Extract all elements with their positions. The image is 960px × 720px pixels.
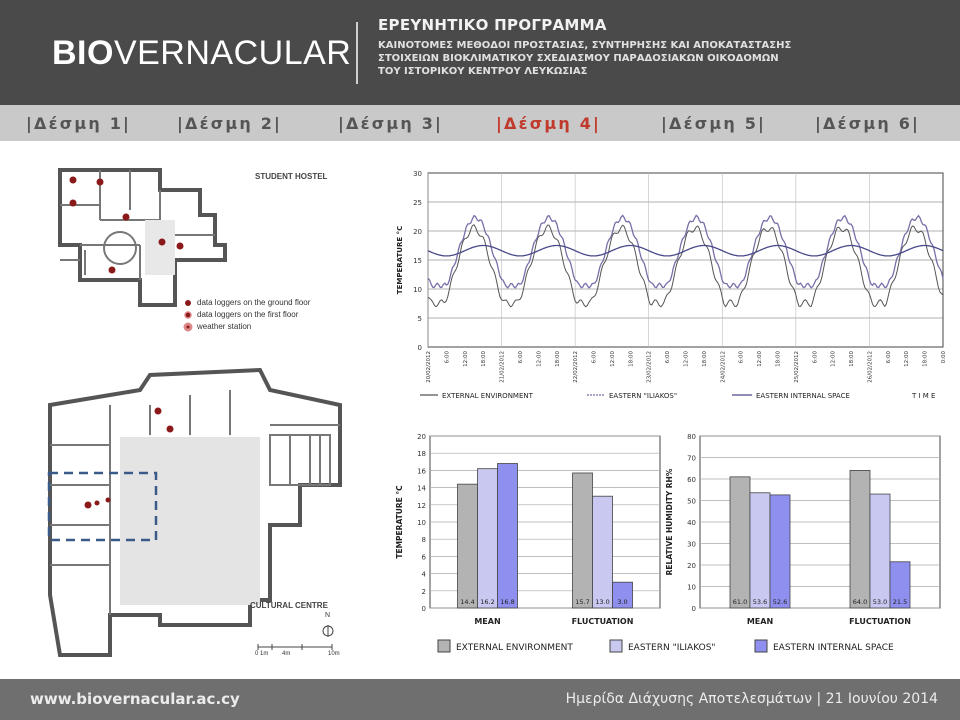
cultural-centre-plan bbox=[40, 365, 360, 665]
date-tick-label: 25/02/2012 bbox=[793, 351, 800, 383]
date-tick-label: 21/02/2012 bbox=[499, 351, 506, 383]
y-tick-label: 10 bbox=[413, 286, 422, 294]
temperature-line-chart bbox=[390, 165, 950, 410]
hour-tick-label: 12:00 bbox=[904, 351, 911, 367]
legend-ground-floor: data loggers on the ground floor bbox=[197, 298, 311, 307]
category-label: FLUCTUATION bbox=[849, 617, 911, 626]
bar-data-label: 21.5 bbox=[892, 598, 908, 606]
hour-tick-label: 6:00 bbox=[591, 351, 598, 364]
legend-external: EXTERNAL ENVIRONMENT bbox=[456, 643, 573, 653]
bar bbox=[750, 493, 770, 608]
hour-tick-label: 6:00 bbox=[885, 351, 892, 364]
y-tick-label: 40 bbox=[687, 519, 696, 527]
y-tick-label: 80 bbox=[687, 433, 696, 441]
bar-data-label: 52.6 bbox=[772, 598, 788, 606]
y-tick-label: 0 bbox=[691, 605, 696, 613]
hour-tick-label: 6:00 bbox=[738, 351, 745, 364]
bar bbox=[593, 496, 613, 608]
hour-tick-label: 6:00 bbox=[444, 351, 451, 364]
program-title: ΕΡΕΥΝΗΤΙΚΟ ΠΡΟΓΡΑΜΜΑ bbox=[378, 16, 607, 34]
category-label: FLUCTUATION bbox=[571, 617, 634, 626]
data-logger-marker bbox=[167, 426, 174, 433]
bar-data-label: 16.2 bbox=[480, 598, 495, 606]
date-tick-label: 20/02/2012 bbox=[426, 351, 432, 383]
footer-bar bbox=[0, 679, 960, 720]
y-tick-label: 14 bbox=[417, 484, 426, 493]
legend-swatch-external bbox=[438, 640, 450, 652]
program-line-3: ΤΟΥ ΙΣΤΟΡΙΚΟΥ ΚΕΝΤΡΟΥ ΛΕΥΚΩΣΙΑΣ bbox=[378, 66, 588, 77]
program-line-1: ΚΑΙΝΟΤΟΜΕΣ ΜΕΘΟΔΟΙ ΠΡΟΣΤΑΣΙΑΣ, ΣΥΝΤΗΡΗΣΗΣ ΚΑΙ ΑΠΟΚΑΤΑΣΤΑΣΗΣ bbox=[378, 40, 792, 51]
data-logger-marker bbox=[97, 179, 104, 186]
legend-ground-dot bbox=[185, 300, 191, 306]
hour-tick-label: 12:00 bbox=[536, 351, 543, 367]
bar-data-label: 15.7 bbox=[575, 598, 590, 606]
hour-tick-label: 18:00 bbox=[554, 351, 561, 367]
y-tick-label: 20 bbox=[687, 562, 696, 570]
cultural-centre-label: CULTURAL CENTRE bbox=[250, 601, 328, 610]
hour-tick-label: 18:00 bbox=[701, 351, 708, 367]
date-tick-label: 23/02/2012 bbox=[646, 351, 653, 383]
logo-bold-text: BIO bbox=[52, 34, 114, 72]
legend-iliakos: EASTERN "ILIAKOS" bbox=[628, 643, 716, 653]
y-tick-label: 60 bbox=[687, 476, 696, 484]
north-label: N bbox=[325, 612, 331, 619]
bar-data-label: 61.0 bbox=[732, 598, 748, 606]
y-tick-label: 20 bbox=[417, 433, 426, 441]
bar bbox=[573, 473, 593, 608]
temperature-bar-svg bbox=[390, 428, 670, 638]
hour-tick-label: 6:00 bbox=[517, 351, 524, 364]
y-tick-label: 16 bbox=[417, 467, 426, 476]
bar bbox=[770, 495, 790, 608]
logo-rest-text: VERNACULAR bbox=[113, 34, 352, 72]
legend-swatch-iliakos bbox=[610, 640, 622, 652]
tab-desmi-6[interactable]: |Δέσμη 6| bbox=[815, 114, 921, 133]
scale-label-4: 4m bbox=[282, 651, 291, 657]
humidity-bar-chart bbox=[660, 428, 950, 638]
category-label: MEAN bbox=[746, 617, 774, 626]
hour-tick-label: 12:00 bbox=[609, 351, 616, 367]
hour-tick-label: 18:00 bbox=[628, 351, 635, 367]
bar bbox=[458, 484, 478, 608]
series-iliakos-line bbox=[428, 215, 943, 287]
y-tick-label: 15 bbox=[413, 257, 422, 265]
y-tick-label: 4 bbox=[421, 570, 426, 579]
hour-tick-label: 12:00 bbox=[683, 351, 690, 367]
bar-data-label: 3.0 bbox=[617, 598, 628, 606]
data-logger-marker bbox=[109, 267, 116, 274]
series-external-line bbox=[428, 225, 943, 307]
scale-label-10: 10m bbox=[328, 651, 340, 657]
legend-weather-dot bbox=[185, 324, 191, 330]
data-logger-marker bbox=[70, 177, 77, 184]
y-tick-label: 2 bbox=[421, 587, 426, 596]
legend-weather-station: weather station bbox=[197, 322, 252, 331]
event-info: Ημερίδα Διάχυσης Αποτελεσμάτων | 21 Ιουνίου 2014 bbox=[565, 691, 938, 707]
data-logger-marker bbox=[177, 243, 184, 250]
hour-tick-label: 18:00 bbox=[775, 351, 782, 367]
y-tick-label: 0 bbox=[421, 605, 426, 613]
bar-data-label: 64.0 bbox=[852, 598, 868, 606]
y-tick-label: 6 bbox=[421, 553, 426, 562]
cultural-centre-drawing bbox=[40, 365, 360, 665]
data-logger-marker bbox=[155, 408, 162, 415]
y-tick-label: 25 bbox=[413, 199, 422, 207]
legend-text-external: EXTERNAL ENVIRONMENT bbox=[442, 392, 533, 400]
temperature-bar-chart bbox=[390, 428, 670, 638]
student-hostel-plan bbox=[40, 160, 360, 360]
y-tick-label: 0 bbox=[417, 344, 422, 352]
category-label: MEAN bbox=[474, 617, 501, 626]
bar bbox=[730, 477, 750, 608]
data-logger-marker bbox=[106, 498, 111, 503]
tab-desmi-1[interactable]: |Δέσμη 1| bbox=[26, 114, 132, 133]
date-tick-label: 22/02/2012 bbox=[573, 351, 580, 383]
bar-data-label: 53.0 bbox=[872, 598, 888, 606]
y-tick-label: 18 bbox=[417, 450, 426, 459]
biovernacular-logo[interactable] bbox=[52, 34, 351, 73]
humidity-bar-svg bbox=[660, 428, 950, 638]
program-line-2: ΣΤΟΙΧΕΙΩΝ ΒΙΟΚΛΙΜΑΤΙΚΟΥ ΣΧΕΔΙΑΣΜΟΥ ΠΑΡΑΔΟΣΙΑΚΩΝ ΟΙΚΟΔΟΜΩΝ bbox=[378, 53, 779, 64]
bar bbox=[498, 464, 518, 608]
data-logger-marker bbox=[70, 200, 77, 207]
data-logger-marker bbox=[123, 214, 130, 221]
hour-tick-label: 12:00 bbox=[462, 351, 469, 367]
data-logger-marker bbox=[95, 501, 100, 506]
bar-legend bbox=[430, 636, 950, 656]
bar-data-label: 16.8 bbox=[500, 598, 515, 606]
bar-data-label: 13.0 bbox=[595, 598, 610, 606]
bar bbox=[850, 470, 870, 608]
legend-text-internal: EASTERN INTERNAL SPACE bbox=[756, 392, 850, 400]
program-description bbox=[378, 16, 791, 78]
hour-tick-label: 6:00 bbox=[812, 351, 819, 364]
hour-tick-label: 12:00 bbox=[757, 351, 764, 367]
hour-tick-label: 12:00 bbox=[830, 351, 837, 367]
end-tick-label: 0:00 bbox=[941, 351, 947, 364]
bar-data-label: 14.4 bbox=[460, 598, 475, 606]
y-tick-label: 5 bbox=[417, 315, 422, 323]
tab-desmi-5[interactable]: |Δέσμη 5| bbox=[661, 114, 767, 133]
legend-internal: EASTERN INTERNAL SPACE bbox=[773, 643, 894, 653]
y-tick-label: 70 bbox=[687, 454, 696, 463]
y-tick-label: 10 bbox=[687, 583, 696, 592]
hour-tick-label: 18:00 bbox=[481, 351, 488, 367]
hour-tick-label: 18:00 bbox=[922, 351, 929, 367]
y-tick-label: 12 bbox=[417, 501, 426, 510]
legend-swatch-internal bbox=[755, 640, 767, 652]
data-logger-marker bbox=[85, 502, 92, 509]
hour-tick-label: 6:00 bbox=[665, 351, 672, 364]
y-tick-label: 20 bbox=[413, 228, 422, 236]
legend-first-floor: data loggers on the first floor bbox=[197, 310, 299, 319]
bar-data-label: 53.6 bbox=[752, 598, 768, 606]
bar bbox=[870, 494, 890, 608]
y-tick-label: 30 bbox=[413, 170, 422, 178]
header-divider bbox=[356, 22, 358, 84]
y-tick-label: 30 bbox=[687, 540, 696, 549]
scale-label-0: 0 1m bbox=[255, 651, 269, 657]
y-tick-label: 50 bbox=[687, 497, 696, 506]
tab-desmi-2[interactable]: |Δέσμη 2| bbox=[177, 114, 283, 133]
y-tick-label: 10 bbox=[417, 519, 426, 527]
legend-first-floor-dot bbox=[185, 312, 191, 318]
date-tick-label: 26/02/2012 bbox=[867, 351, 874, 383]
header-banner bbox=[0, 0, 960, 105]
nav-bar bbox=[0, 105, 960, 141]
series-internal-line bbox=[428, 246, 943, 256]
y-tick-label: 8 bbox=[421, 536, 426, 545]
student-hostel-label: STUDENT HOSTEL bbox=[255, 172, 328, 181]
y-axis-label: RELATIVE HUMIDITY RH% bbox=[665, 468, 674, 576]
tab-desmi-4[interactable]: |Δέσμη 4| bbox=[496, 114, 602, 133]
y-axis-label: TEMPERATURE °C bbox=[395, 485, 404, 559]
data-logger-marker bbox=[159, 239, 166, 246]
courtyard-area bbox=[120, 437, 260, 605]
legend-text-iliakos: EASTERN "ILIAKOS" bbox=[609, 392, 678, 400]
bar bbox=[478, 469, 498, 608]
hour-tick-label: 18:00 bbox=[849, 351, 856, 367]
x-axis-label: T I M E bbox=[912, 392, 936, 400]
tab-desmi-3[interactable]: |Δέσμη 3| bbox=[338, 114, 444, 133]
website-link[interactable]: www.biovernacular.ac.cy bbox=[30, 690, 240, 708]
date-tick-label: 24/02/2012 bbox=[720, 351, 727, 383]
line-chart-svg bbox=[390, 165, 950, 410]
bar-legend-svg bbox=[430, 636, 950, 656]
y-axis-label: TEMPERATURE °C bbox=[396, 225, 404, 295]
